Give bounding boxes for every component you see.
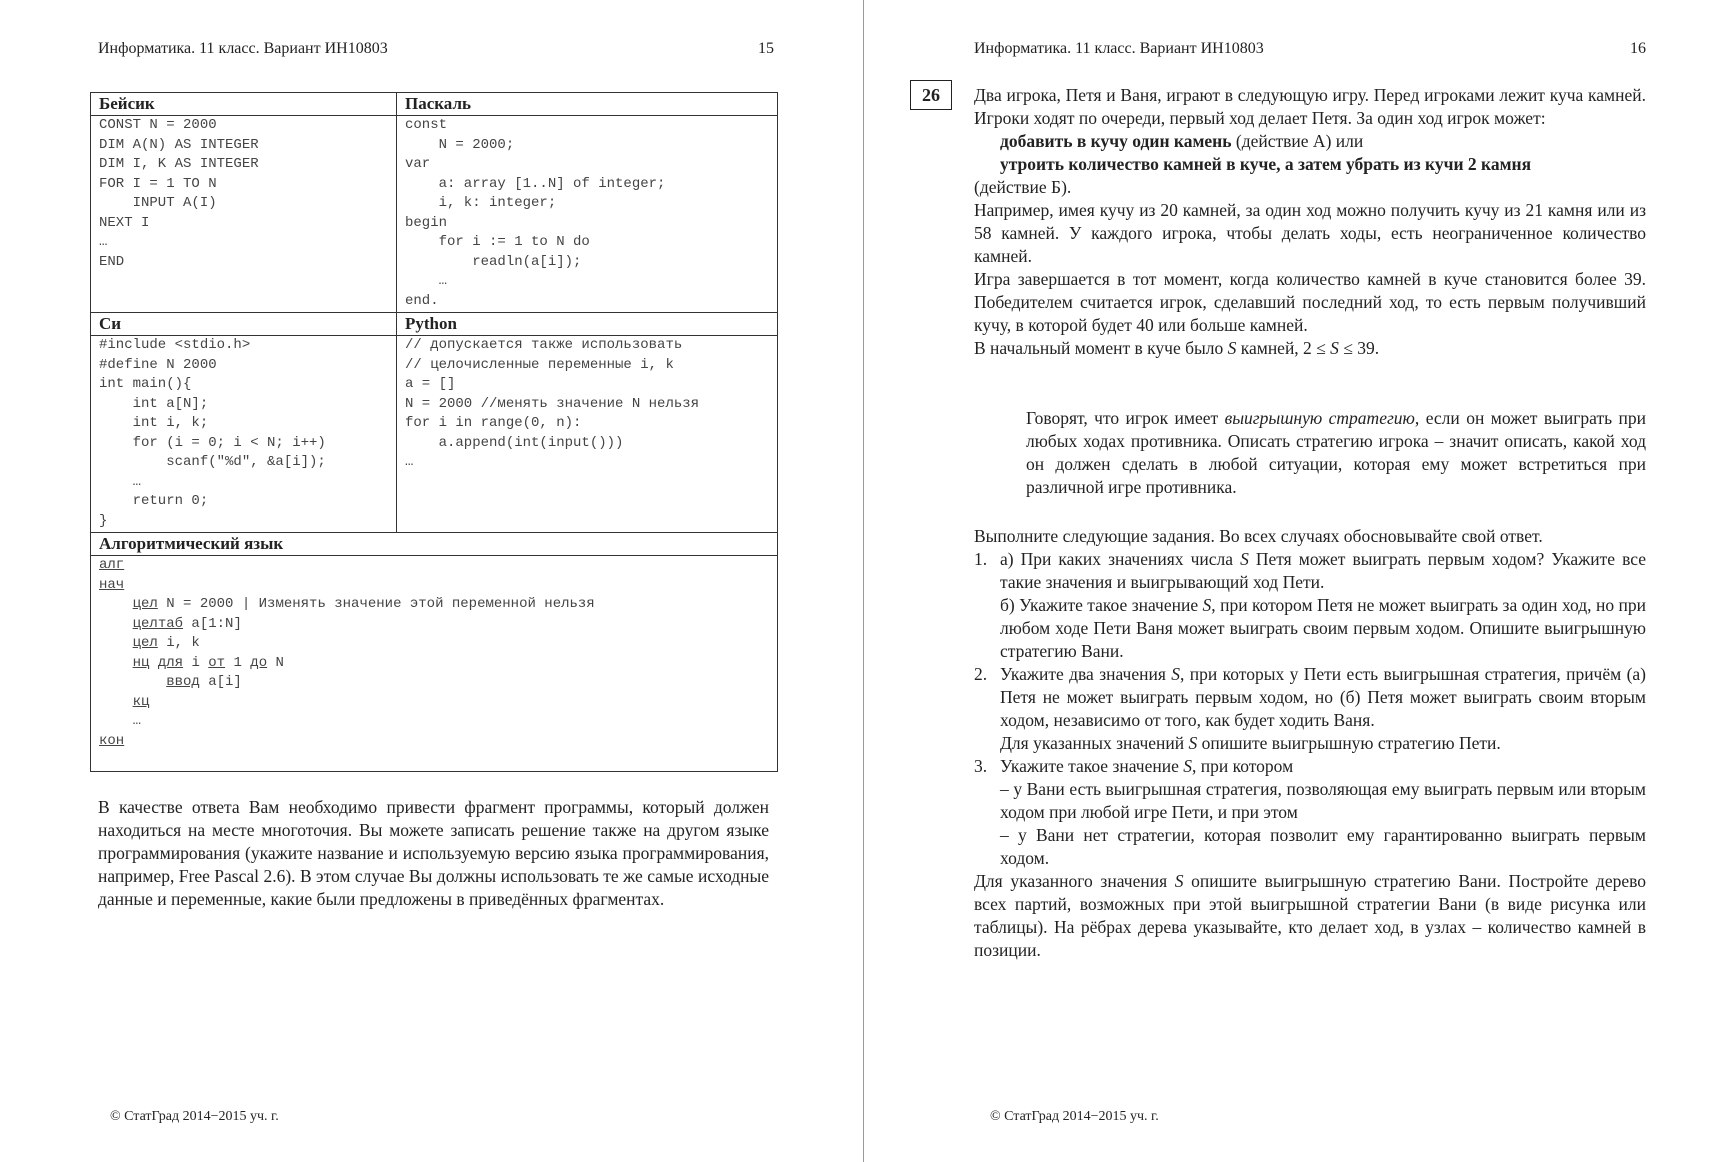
python-title: Python xyxy=(397,313,778,336)
var-s: S xyxy=(1240,549,1249,569)
text: , если он может выиграть при любых ходах противника. Описать стратегию игрока – значит описать, какой ход он должен сделать в любой ситуации, которая ему может встретиться при различной игре противника. xyxy=(1026,408,1646,497)
algo-keyword: цел xyxy=(132,596,158,612)
text: Для указанного значения xyxy=(974,871,1175,891)
basic-title: Бейсик xyxy=(91,93,397,116)
task-text xyxy=(974,84,1646,360)
end-rule: Игра завершается в тот момент, когда количество камней в куче становится более 39. Победителем считается игрок, сделавший последний ход, то есть первым получивший кучу, в которой будет 40 или больше камней. xyxy=(974,269,1646,335)
algo-keyword: от xyxy=(208,654,226,671)
action-a-bold: добавить в кучу один камень xyxy=(1000,131,1232,151)
text: камней, 2 ≤ xyxy=(1236,338,1331,358)
code-table xyxy=(90,92,778,772)
text: ≤ 39. xyxy=(1338,338,1380,358)
page-header: Информатика. 11 класс. Вариант ИН10803 xyxy=(98,40,388,57)
action-b-bold: утроить количество камней в куче, а затем убрать из кучи 2 камня xyxy=(1000,154,1532,174)
text: , при котором xyxy=(1192,756,1294,776)
text: опишите выигрышную стратегию Пети. xyxy=(1197,733,1501,753)
question-1 xyxy=(974,548,1646,663)
algo-keyword: кц xyxy=(132,693,150,710)
algo-keyword: алг xyxy=(99,557,125,573)
initial-state xyxy=(974,337,1646,360)
python-code: // допускается также использовать // целочисленные переменные i, k a = [] N = 2000 //менять значение N нельзя for i in range(0, n): a.append(int(input())) … xyxy=(405,337,700,470)
instructions: Выполните следующие задания. Во всех случаях обосновывайте свой ответ. xyxy=(974,526,1543,546)
algo-keyword: нач xyxy=(99,576,125,593)
text: , при котором Петя не может выиграть за один ход, но при любом ходе Пети Ваня может выиграть своим первым ходом. Опишите выигрышную стратегию Вани. xyxy=(1000,595,1646,661)
page-number: 15 xyxy=(758,40,774,57)
algo-keyword: ввод xyxy=(166,674,200,690)
page-footer: © СтатГрад 2014−2015 уч. г. xyxy=(110,1109,279,1124)
intro: Два игрока, Петя и Ваня, играют в следующую игру. Перед игроками лежит куча камней. Игроки ходят по очереди, первый ход делает Петя. За один ход игрок может: xyxy=(974,85,1646,128)
question-2 xyxy=(974,663,1646,755)
text: Укажите два значения xyxy=(1000,664,1172,684)
algo-text: … xyxy=(132,713,142,729)
questions xyxy=(974,525,1646,962)
question-number: 2. xyxy=(974,664,988,684)
text: Петя может выиграть первым ходом? Укажите все такие значения и выигрывающий ход Пети. xyxy=(1000,549,1646,592)
algo-keyword: нц xyxy=(132,654,150,671)
action-a-rest: (действие А) или xyxy=(1231,131,1364,151)
strategy-definition xyxy=(1026,407,1646,499)
var-s: S xyxy=(1188,733,1198,753)
basic-code: CONST N = 2000 DIM A(N) AS INTEGER DIM I, K AS INTEGER FOR I = 1 TO N INPUT A(I) NEXT I … END xyxy=(99,117,259,270)
algo-title: Алгоритмический язык xyxy=(91,533,778,556)
page-divider xyxy=(863,0,864,1162)
algo-keyword: целтаб xyxy=(132,615,184,632)
c-code: #include <stdio.h> #define N 2000 int main(){ int a[N]; int i, k; for (i = 0; i < N; i++) scanf("%d", &a[i]); … return 0; } xyxy=(99,337,326,529)
text: а) При каких значениях числа xyxy=(1000,549,1241,569)
algo-keyword: кон xyxy=(99,732,125,749)
text: Укажите такое значение xyxy=(1000,756,1184,776)
algo-keyword: для xyxy=(157,654,184,671)
action-a xyxy=(974,130,1646,153)
question-number: 1. xyxy=(974,549,988,569)
var-s: S xyxy=(1174,871,1184,891)
example: Например, имея кучу из 20 камней, за один ход можно получить кучу из 21 камня или из 58 камней. У каждого игрока, чтобы делать ходы, есть неограниченное количество камней. xyxy=(974,200,1646,266)
strategy-text xyxy=(1026,407,1646,499)
algo-code xyxy=(99,556,769,751)
var-s: S xyxy=(1202,595,1212,615)
text: В начальный момент в куче было xyxy=(974,338,1228,358)
c-title: Си xyxy=(91,313,397,336)
page-header: Информатика. 11 класс. Вариант ИН10803 xyxy=(974,40,1264,57)
final-task xyxy=(974,870,1646,962)
var-s: S xyxy=(1171,664,1181,684)
condition-2: – у Вани нет стратегии, которая позволит ему гарантированно выиграть первым ходом. xyxy=(1000,825,1646,868)
algo-keyword: до xyxy=(250,654,268,671)
italic-term: выигрышную стратегию xyxy=(1224,408,1415,428)
page-footer: © СтатГрад 2014−2015 уч. г. xyxy=(990,1109,1159,1124)
algo-text: i, k xyxy=(157,635,200,651)
algo-text: i xyxy=(183,654,209,671)
algo-text: N xyxy=(267,654,284,671)
question-number: 3. xyxy=(974,756,988,776)
algo-text: 1 xyxy=(225,654,251,671)
condition-1: – у Вани есть выигрышная стратегия, позволяющая ему выиграть первым или вторым ходом при любой игре Пети, и при этом xyxy=(1000,779,1646,822)
pascal-code: const N = 2000; var a: array [1..N] of integer; i, k: integer; begin for i := 1 to N do readln(a[i]); … end. xyxy=(405,117,666,309)
text: , при которых у Пети есть выигрышная стратегия, причём (а) Петя не может выиграть первым ходом, но (б) Петя может выиграть своим вторым ходом, независимо от того, как будет ходить Ваня. xyxy=(1000,664,1647,730)
page-number: 16 xyxy=(1630,40,1646,57)
text: Для указанных значений xyxy=(1000,733,1189,753)
var-s: S xyxy=(1330,338,1339,358)
algo-text: N = 2000 | Изменять значение этой переменной нельзя xyxy=(157,596,595,612)
var-s: S xyxy=(1183,756,1192,776)
algo-text: a[1:N] xyxy=(183,615,242,632)
task-number: 26 xyxy=(910,80,952,110)
answer-instructions: В качестве ответа Вам необходимо привести фрагмент программы, который должен находиться на месте многоточия. Вы можете записать решение также на другом языке программирования (укажите название и используемую версию языка программирования, например, Free Pascal 2.6). В этом случае Вы должны использовать те же самые исходные данные и переменные, какие были предложены в приведённых фрагментах. xyxy=(98,797,769,909)
text: Говорят, что игрок имеет xyxy=(1026,408,1225,428)
algo-text: a[i] xyxy=(199,674,242,690)
var-s: S xyxy=(1227,338,1237,358)
action-b-rest: (действие Б). xyxy=(974,177,1072,197)
algo-keyword: цел xyxy=(132,635,158,651)
text: опишите выигрышную стратегию Вани. Постройте дерево всех партий, возможных при этой выигрышной стратегии Вани (в виде рисунка или таблицы). На рёбрах дерева указывайте, кто делает ход, в узлах – количество камней в позиции. xyxy=(974,871,1646,960)
action-b-line xyxy=(974,153,1646,176)
question-3 xyxy=(974,755,1646,870)
pascal-title: Паскаль xyxy=(397,93,778,116)
text: б) Укажите такое значение xyxy=(1000,595,1203,615)
